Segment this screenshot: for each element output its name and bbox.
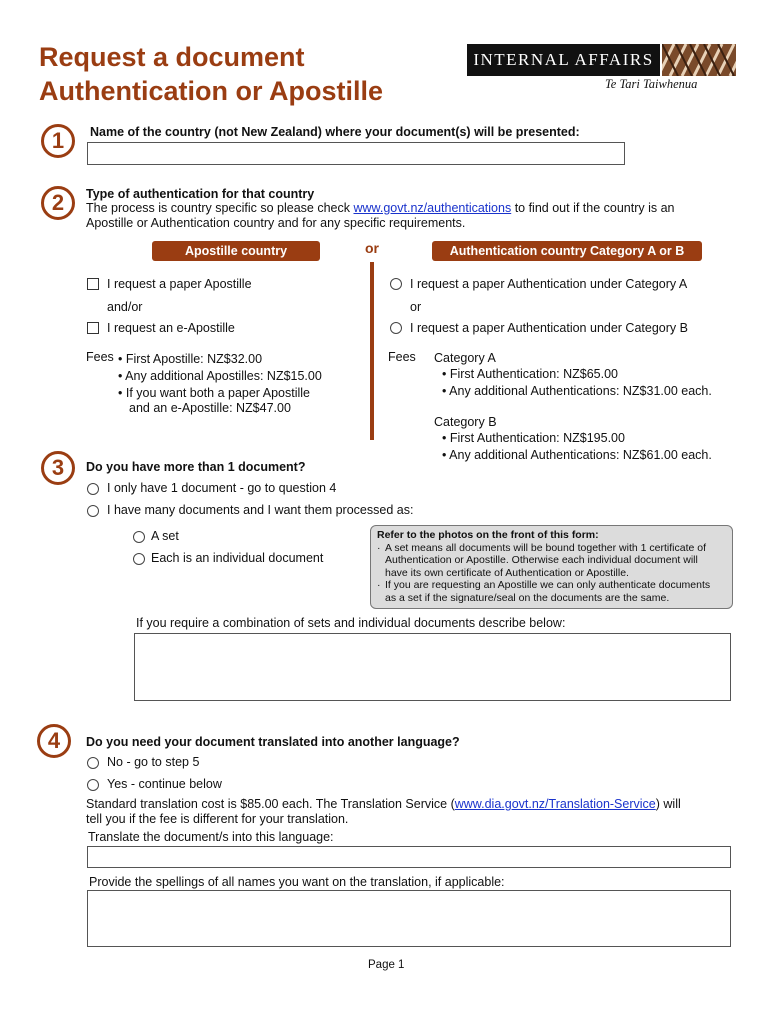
- yes-translation-radio[interactable]: [87, 779, 99, 791]
- q3-question: Do you have more than 1 document?: [86, 460, 306, 474]
- paper-apostille-checkbox[interactable]: [87, 278, 99, 290]
- apostille-fees-label: Fees: [86, 350, 114, 364]
- q2-description: [86, 201, 675, 215]
- column-divider: [370, 262, 374, 440]
- individual-label: Each is an individual document: [151, 551, 324, 565]
- q2-description-line2: Apostille or Authentication country and for any specific requirements.: [86, 216, 466, 230]
- andor-label: and/or: [107, 300, 143, 314]
- country-input[interactable]: [87, 142, 625, 165]
- category-b-radio[interactable]: [390, 322, 402, 334]
- step-4-badge: 4: [37, 724, 71, 758]
- note-2b: as a set if the signature/seal on the documents are the same.: [385, 591, 670, 604]
- translation-cost: [86, 797, 681, 811]
- page-number: Page 1: [368, 959, 405, 971]
- apostille-header: Apostille country: [152, 241, 320, 261]
- category-a-radio[interactable]: [390, 278, 402, 290]
- one-document-radio[interactable]: [87, 483, 99, 495]
- note-1b: Authentication or Apostille. Otherwise each individual document will: [385, 554, 698, 566]
- step-1-badge: 1: [41, 124, 75, 158]
- authentication-header: Authentication country Category A or B: [432, 241, 702, 261]
- note-2a: If you are requesting an Apostille we can only authenticate documents: [385, 579, 711, 591]
- combination-textarea[interactable]: [134, 633, 731, 701]
- category-b-label: I request a paper Authentication under Category B: [410, 321, 688, 335]
- e-apostille-label: I request an e-Apostille: [107, 321, 235, 335]
- or-label: or: [365, 240, 379, 256]
- individual-radio[interactable]: [133, 553, 145, 565]
- language-label: Translate the document/s into this language:: [88, 830, 334, 844]
- page-title-line2: Authentication or Apostille: [39, 76, 383, 106]
- q1-question: Name of the country (not New Zealand) where your document(s) will be presented:: [90, 125, 580, 139]
- authentications-link[interactable]: www.govt.nz/authentications: [353, 201, 512, 215]
- category-a-heading: Category A: [434, 351, 496, 365]
- auth-fees-label: Fees: [388, 350, 416, 364]
- step-3-badge: 3: [41, 451, 75, 485]
- many-documents-radio[interactable]: [87, 505, 99, 517]
- logo-pattern-icon: [662, 44, 736, 76]
- q2-question: Type of authentication for that country: [86, 187, 315, 201]
- note-1a: A set means all documents will be bound together with 1 certificate of: [385, 541, 707, 554]
- translation-cost-line2: tell you if the fee is different for your translation.: [86, 812, 349, 826]
- note-title: Refer to the photos on the front of this form:: [377, 529, 599, 541]
- many-documents-label: I have many documents and I want them processed as:: [107, 503, 414, 517]
- one-document-label: I only have 1 document - go to question 4: [107, 481, 337, 495]
- q2-desc-post: to find out if the country is an: [511, 201, 675, 215]
- apostille-fee-3: • If you want both a paper Apostille: [118, 386, 310, 400]
- set-label: A set: [151, 529, 179, 543]
- e-apostille-checkbox[interactable]: [87, 322, 99, 334]
- logo-subtitle: Te Tari Taiwhenua: [605, 77, 698, 91]
- apostille-fee-2: • Any additional Apostilles: NZ$15.00: [118, 369, 322, 383]
- category-b-fee-2: • Any additional Authentications: NZ$61.00 each.: [442, 448, 712, 462]
- paper-apostille-label: I request a paper Apostille: [107, 277, 252, 291]
- page-title-line1: Request a document: [39, 42, 305, 72]
- yes-translation-label: Yes - continue below: [107, 777, 222, 791]
- auth-or-label: or: [410, 300, 422, 314]
- translation-service-link[interactable]: www.dia.govt.nz/Translation-Service: [454, 797, 656, 811]
- category-a-label: I request a paper Authentication under Category A: [410, 277, 688, 291]
- cost-post: ) will: [655, 797, 681, 811]
- logo: INTERNAL AFFAIRS: [467, 44, 660, 76]
- names-label: Provide the spellings of all names you want on the translation, if applicable:: [89, 875, 505, 889]
- q4-question: Do you need your document translated into another language?: [86, 735, 460, 749]
- category-b-fee-1: • First Authentication: NZ$195.00: [442, 431, 625, 445]
- names-textarea[interactable]: [87, 890, 731, 947]
- no-translation-label: No - go to step 5: [107, 755, 200, 769]
- apostille-fee-3b: and an e-Apostille: NZ$47.00: [129, 401, 291, 415]
- q2-desc-pre: The process is country specific so please check: [86, 201, 354, 215]
- category-a-fee-1: • First Authentication: NZ$65.00: [442, 367, 618, 381]
- set-radio[interactable]: [133, 531, 145, 543]
- cost-pre: Standard translation cost is $85.00 each. The Translation Service (: [86, 797, 455, 811]
- category-b-heading: Category B: [434, 415, 497, 429]
- language-input[interactable]: [87, 846, 731, 868]
- photos-note: Refer to the photos on the front of this form: · A set means all documents will be bound together with 1 certificate of Authentication or Apostille. Otherwise each individual document will have its own certificate of Authentication or Apostille. · If you are requesting an Apostille we can only authenticate documents as a set if the signature/seal on the documents are the same.: [370, 525, 733, 609]
- category-a-fee-2: • Any additional Authentications: NZ$31.00 each.: [442, 384, 712, 398]
- note-1c: have its own certificate of Authentication or Apostille.: [385, 566, 629, 579]
- combination-label: If you require a combination of sets and individual documents describe below:: [136, 616, 566, 630]
- apostille-fee-1: • First Apostille: NZ$32.00: [118, 352, 263, 366]
- step-2-badge: 2: [41, 186, 75, 220]
- no-translation-radio[interactable]: [87, 757, 99, 769]
